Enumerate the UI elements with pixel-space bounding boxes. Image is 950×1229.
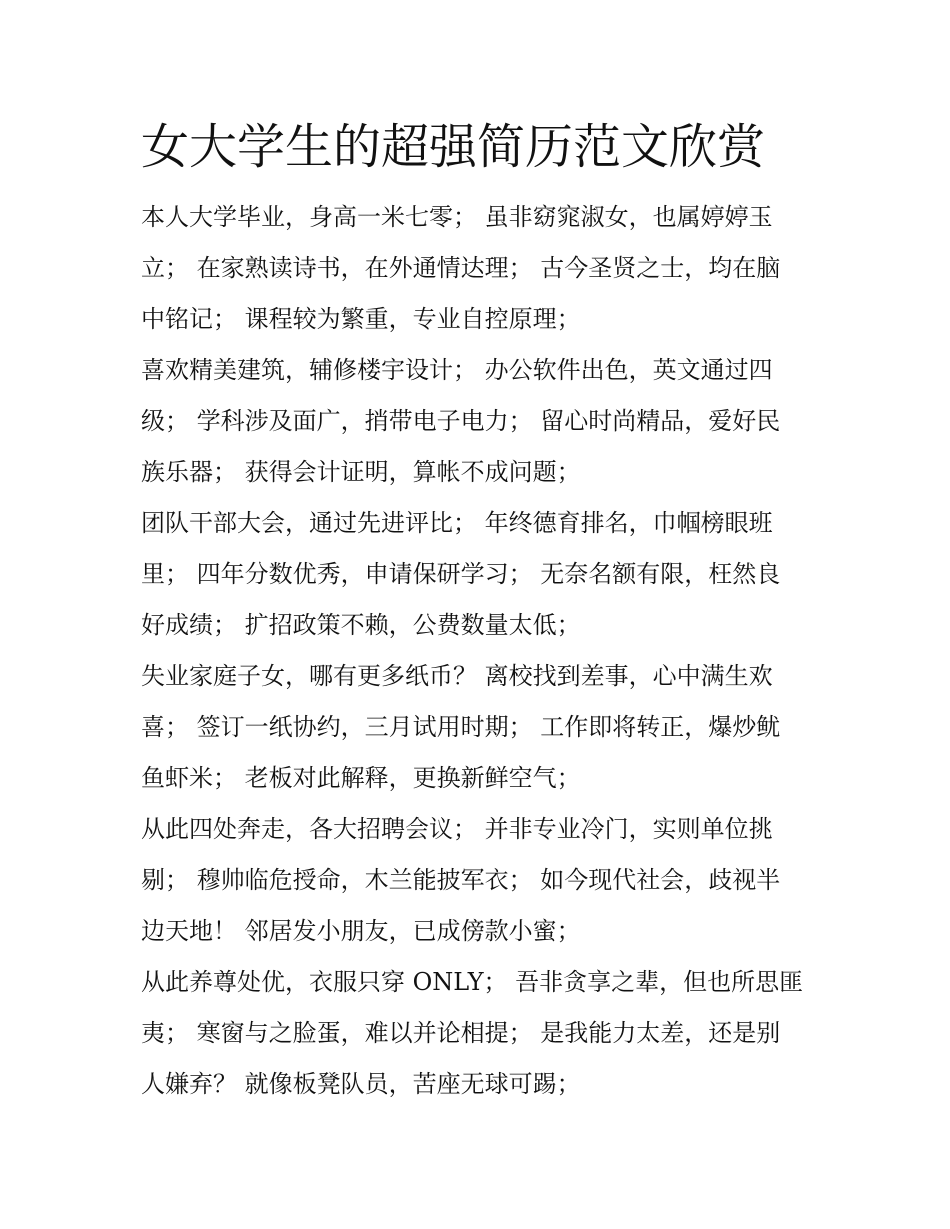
text-line: 级； 学科涉及面广，捎带电子电力； 留心时尚精品，爱好民 [141, 407, 781, 435]
text-line: 喜； 签订一纸协约，三月试用时期； 工作即将转正，爆炒鱿 [141, 713, 781, 741]
text-line: 里； 四年分数优秀，申请保研学习； 无奈名额有限，枉然良 [141, 560, 781, 588]
text-line: 团队干部大会，通过先进评比； 年终德育排名，巾帼榜眼班 [141, 509, 773, 537]
paragraph-5 [141, 804, 816, 957]
paragraph-1 [141, 192, 816, 345]
text-line: 好成绩； 扩招政策不赖，公费数量太低； [141, 611, 581, 639]
text-line: 人嫌弃？ 就像板凳队员，苦座无球可踢； [141, 1070, 581, 1098]
document-title: 女大学生的超强简历范文欣赏 [141, 119, 766, 175]
text-line: 族乐器； 获得会计证明，算帐不成问题； [141, 458, 581, 486]
paragraph-4 [141, 651, 816, 804]
text-line: 从此养尊处优，衣服只穿 ONLY； 吾非贪享之辈，但也所思匪 [141, 968, 804, 996]
paragraph-3 [141, 498, 816, 651]
paragraph-6 [141, 957, 816, 1110]
text-line: 立； 在家熟读诗书，在外通情达理； 古今圣贤之士，均在脑 [141, 254, 781, 282]
document-page [141, 112, 816, 1110]
paragraph-2 [141, 345, 816, 498]
text-line: 边天地！ 邻居发小朋友，已成傍款小蜜； [141, 917, 581, 945]
text-line: 剔； 穆帅临危授命，木兰能披军衣； 如今现代社会，歧视半 [141, 866, 781, 894]
text-line: 喜欢精美建筑，辅修楼宇设计； 办公软件出色，英文通过四 [141, 356, 773, 384]
text-line: 鱼虾米； 老板对此解释，更换新鲜空气； [141, 764, 581, 792]
text-line: 失业家庭子女，哪有更多纸币？ 离校找到差事，心中满生欢 [141, 662, 773, 690]
text-line: 中铭记； 课程较为繁重，专业自控原理； [141, 305, 581, 333]
text-line: 本人大学毕业，身高一米七零； 虽非窈窕淑女，也属婷婷玉 [141, 203, 773, 231]
text-line: 夷； 寒窗与之脸蛋，难以并论相提； 是我能力太差，还是别 [141, 1019, 781, 1047]
text-line: 从此四处奔走，各大招聘会议； 并非专业冷门，实则单位挑 [141, 815, 773, 843]
